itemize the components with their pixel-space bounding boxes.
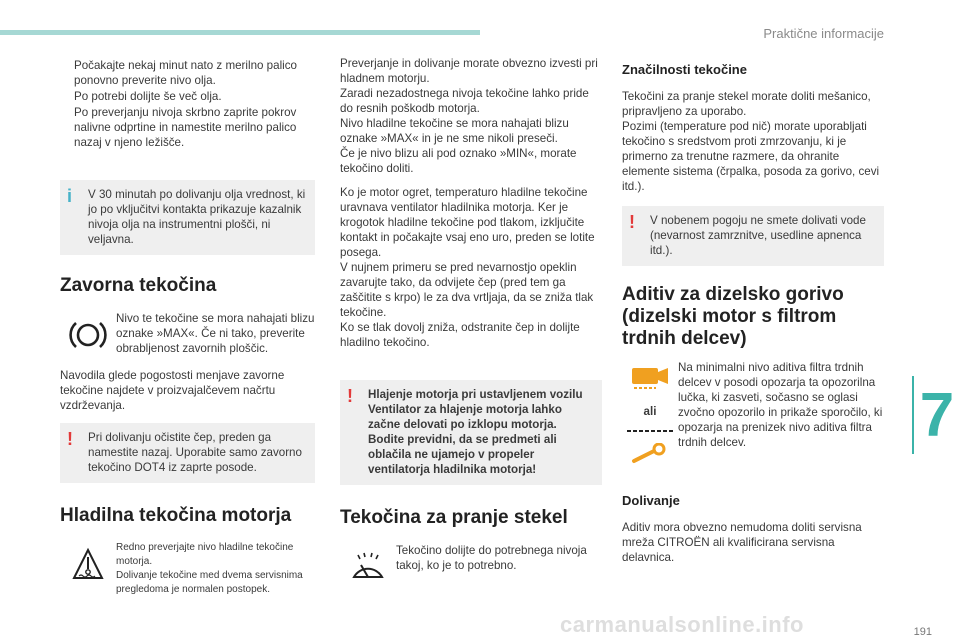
info-note: i V 30 minutah po dolivanju olja vrednost, ki jo po vključitvi kontakta prikazuje kazalnik nivoja olja na instrumentni plošči, ni veljavna.: [60, 180, 315, 255]
header-accent-bar: [0, 30, 480, 35]
column-middle: [340, 56, 602, 595]
service-wrench-icon: [630, 443, 670, 469]
info-icon: i: [67, 186, 73, 206]
step-item: Po potrebi dolijte še več olja.: [60, 89, 315, 104]
chapter-tab: 7: [912, 376, 960, 454]
step-item: Počakajte nekaj minut nato z merilno palico ponovno preverite nivo olja.: [60, 58, 315, 88]
coolant-check-text: Preverjanje in dolivanje morate obvezno izvesti pri hladnem motorju. Zaradi nezadostnega nivoja tekočine lahko pride do resnih poškodb motorja. Nivo hladilne tekočine se mora nahajati blizu oznake »MAX« in je ne sme nikoli preseči. Če je nivo blizu ali pod oznako »MIN«, morate tekočino doliti.: [340, 57, 598, 175]
step-marker-icon: [60, 58, 74, 88]
section-header-title: Praktične informacije: [763, 26, 884, 41]
column-right: [622, 58, 884, 574]
coolant-hot-engine-text: Ko je motor ogret, temperaturo hladilne tekočine uravnava ventilator hladilnika motorja. Ker je krogotok hladilne tekočine pod tlakom, izključite kontakt in počakajte vsaj eno uro, preden se lotite posega. V nujnem primeru se pred nevarnostjo opeklin zavarujte tako, da odvijete čep (pred tem ga zaščitite s krpo) le za dva vrtljaja, da se zniža tlak tekočine. Ko se tlak dovolj zniža, odstranite čep in dolijte hladilno tekočino.: [340, 186, 595, 349]
washer-fluid-row: Tekočino dolijte do potrebnega nivoja takoj, ko je to potrebno.: [340, 543, 602, 583]
fan-warning-note: ! Hlajenje motorja pri ustavljenem vozilu Ventilator za hlajenje motorja lahko začne delovati po izklopu motorja. Bodite previdni, da se predmeti ali oblačila ne ujamejo v propeler ventilatorja hladilnika motorja!: [340, 380, 602, 485]
column-left: [60, 58, 315, 609]
diesel-additive-title: Aditiv za dizelsko gorivo (dizelski motor s filtrom trdnih delcev): [622, 284, 844, 349]
fluid-features-text: Tekočini za pranje stekel morate doliti mešanico, pripravljeno za uporabo. Pozimi (temperature pod nič) morate uporabljati tekočino s sredstvom proti zmrzovanju, ki je primerno za trenutne razmere, da ohranite elemente sistema (črpalka, posoda za gorivo, cevi itd.).: [622, 90, 880, 193]
coolant-row: Redno preverjajte nivo hladilne tekočine motorja. Dolivanje tekočine med dvema servisnima pregledoma je normalen postopek.: [60, 541, 315, 597]
watermark: carmanualsonline.info: [560, 612, 804, 637]
refill-title: Dolivanje: [622, 493, 680, 508]
brake-warning-note: ! Pri dolivanju očistite čep, preden ga namestite nazaj. Uporabite samo zavorno tekočino DOT4 iz zaprte posode.: [60, 423, 315, 483]
washer-icon: [340, 543, 396, 583]
oil-check-steps: [60, 58, 315, 150]
step-item: Po preverjanju nivoja skrbno zaprite pokrov nalivne odprtine in namestite merilno palico nazaj v njeno ležišče.: [60, 105, 315, 150]
page-number: 191: [913, 626, 932, 638]
fluid-features-title: Značilnosti tekočine: [622, 62, 747, 77]
coolant-title: Hladilna tekočina motorja: [60, 505, 292, 526]
refill-text: Aditiv mora obvezno nemudoma doliti servisna mreža CITROËN ali kvalificirana servisna delavnica.: [622, 521, 862, 564]
brake-fluid-title: Zavorna tekočina: [60, 275, 217, 296]
brake-fluid-row: Nivo te tekočine se mora nahajati blizu oznake »MAX«. Če ni tako, preverite obrabljenost zavornih ploščic.: [60, 311, 315, 356]
additive-icons: [622, 360, 678, 469]
step-marker-icon: [60, 89, 74, 104]
warning-icon: !: [629, 212, 635, 232]
brake-warning-icon: [60, 311, 116, 356]
filter-additive-icon: [628, 360, 672, 398]
brake-fluid-paragraph: Navodila glede pogostosti menjave zavorne tekočine najdete v proizvajalčevem načrtu vzdrževanja.: [60, 369, 285, 412]
water-warning-note: ! V nobenem pogoju ne smete dolivati vode (nevarnost zamrznitve, usedline apnenca itd.).: [622, 206, 884, 266]
warning-icon: !: [67, 429, 73, 449]
step-marker-icon: [60, 105, 74, 150]
or-label: ali: [643, 405, 657, 418]
coolant-icon: [60, 541, 116, 597]
warning-icon: !: [347, 386, 353, 406]
diesel-additive-row: ali Na minimalni nivo aditiva filtra trdnih delcev v posodi opozarja ta opozorilna lučka, ki zasveti, sočasno se oglasi zvočno opozorilo in prikaže sporočilo, ki opozarja na prenizek nivo aditiva filtra trdnih delcev.: [622, 360, 884, 469]
washer-fluid-title: Tekočina za pranje stekel: [340, 507, 568, 528]
filter-dashed-icon: [625, 425, 675, 441]
